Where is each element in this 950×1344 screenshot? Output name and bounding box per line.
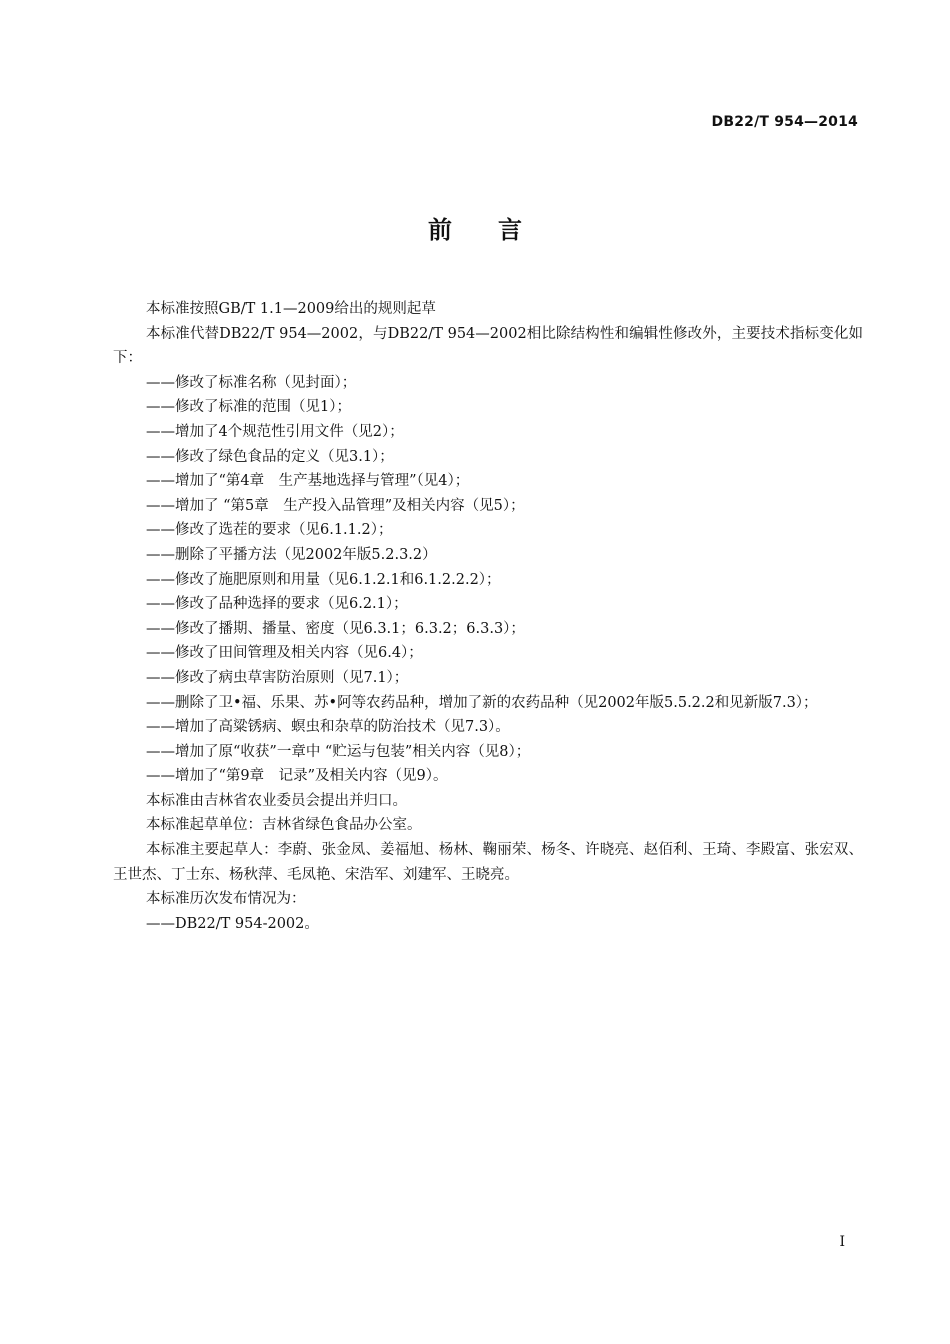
change-item: ——修改了选茬的要求（见6.1.1.2）； — [146, 522, 393, 539]
paragraph-replacement: 本标准代替DB22/T 954—2002，与DB22/T 954—2002相比除结构性和编辑性修改外，主要技术指标变化如下： — [113, 325, 863, 367]
paragraph-drafting-unit: 本标准起草单位：吉林省绿色食品办公室。 — [146, 817, 422, 834]
paragraph-drafters: 本标准主要起草人：李蔚、张金凤、姜福旭、杨林、鞠丽荣、杨冬、许晓亮、赵佰利、王琦、李殿富、张宏双、王世杰、丁士东、杨秋萍、毛凤艳、宋浩军、刘建军、王晓亮。 — [113, 842, 863, 883]
change-item: ——修改了施肥原则和用量（见6.1.2.1和6.1.2.2.2）； — [146, 571, 501, 588]
history-item: ——DB22/T 954-2002。 — [146, 915, 319, 932]
paragraph-drafting-rule: 本标准按照GB/T 1.1—2009给出的规则起草 — [146, 301, 436, 317]
change-item: ——修改了播期、播量、密度（见6.3.1；6.3.2；6.3.3）； — [146, 620, 525, 637]
page-title: 前言 — [428, 216, 568, 244]
change-item: ——增加了“第4章 生产基地选择与管理”（见4）； — [146, 473, 470, 490]
page-number: I — [839, 1234, 845, 1250]
change-item: ——修改了田间管理及相关内容（见6.4）； — [146, 645, 423, 662]
change-item: ——增加了 “第5章 生产投入品管理”及相关内容（见5）； — [146, 497, 525, 514]
change-item: ——修改了品种选择的要求（见6.2.1）； — [146, 596, 408, 613]
change-item: ——修改了标准的范围（见1）； — [146, 399, 351, 416]
change-item: ——增加了高粱锈病、螟虫和杂草的防治技术（见7.3）。 — [146, 719, 510, 736]
change-item: ——删除了卫•福、乐果、苏•阿等农药品种，增加了新的农药品种（见2002年版5.5.2.2和见新版7.3）； — [146, 694, 818, 711]
foreword-body — [113, 297, 863, 936]
change-item: ——修改了绿色食品的定义（见3.1）； — [146, 448, 394, 465]
change-item: ——增加了“第9章 记录”及相关内容（见9）。 — [146, 768, 448, 785]
change-item: ——修改了标准名称（见封面）； — [146, 374, 357, 391]
change-item: ——删除了平播方法（见2002年版5.2.3.2） — [146, 546, 437, 563]
change-item: ——增加了4个规范性引用文件（见2）； — [146, 423, 404, 440]
document-code: DB22/T 954—2014 — [711, 114, 858, 130]
change-item: ——修改了病虫草害防治原则（见7.1）； — [146, 669, 409, 686]
change-item: ——增加了原“收获”一章中 “贮运与包装”相关内容（见8）； — [146, 743, 531, 760]
paragraph-proposer: 本标准由吉林省农业委员会提出并归口。 — [146, 792, 407, 809]
paragraph-history-heading: 本标准历次发布情况为： — [146, 891, 306, 908]
